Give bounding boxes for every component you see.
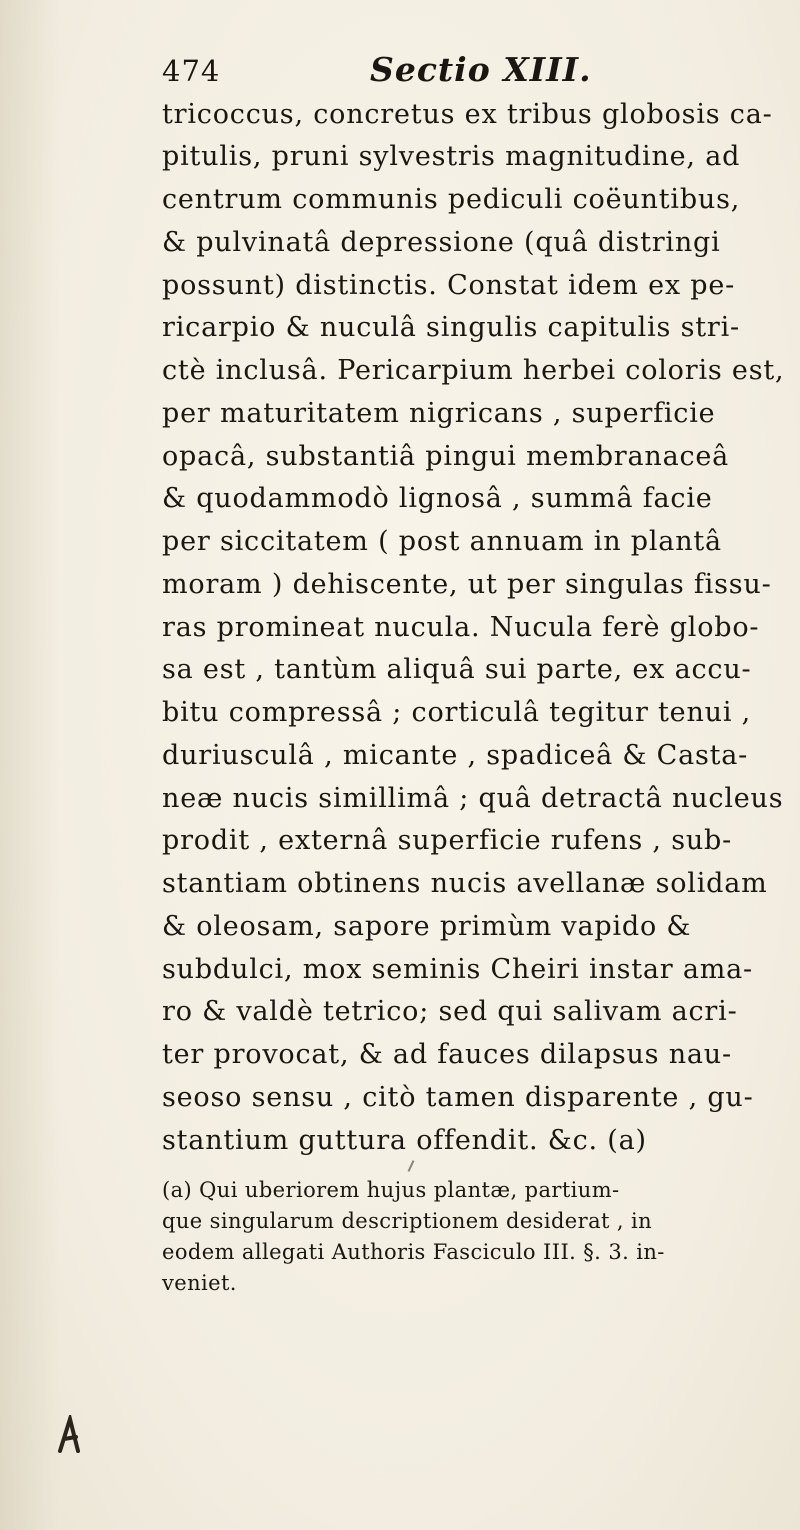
text-line: tricoccus, concretus ex tribus globosis ca- <box>162 99 773 130</box>
text-line: per siccitatem ( post annuam in plantâ <box>162 526 722 557</box>
text-line: ricarpio & nuculâ singulis capitulis stri- <box>162 312 740 343</box>
text-line: & pulvinatâ depressione (quâ distringi <box>162 227 721 258</box>
text-line: stantiam obtinens nucis avellanæ solidam <box>162 868 768 899</box>
footnote-line: eodem allegati Authoris Fasciculo III. §. 3. in- <box>162 1240 665 1264</box>
text-line: centrum communis pediculi coëuntibus, <box>162 184 741 215</box>
page-number: 474 <box>162 54 221 88</box>
text-line: prodit , externâ superficie rufens , sub- <box>162 825 733 856</box>
text-line: bitu compressâ ; corticulâ tegitur tenui , <box>162 697 752 728</box>
text-line: & oleosam, sapore primùm vapido & <box>162 911 692 942</box>
text-line: per maturitatem nigricans , superficie <box>162 398 716 429</box>
footnote-line: que singularum descriptionem desiderat , in <box>162 1209 653 1233</box>
ink-mark-icon <box>52 1415 86 1455</box>
text-line: seoso sensu , citò tamen disparente , gu- <box>162 1082 754 1113</box>
text-line: stantium guttura offendit. &c. (a) <box>162 1125 647 1156</box>
text-line: ro & valdè tetrico; sed qui salivam acri- <box>162 996 738 1027</box>
text-line: possunt) distinctis. Constat idem ex pe- <box>162 270 736 301</box>
text-line: moram ) dehiscente, ut per singulas fissu- <box>162 569 772 600</box>
text-line: ctè inclusâ. Pericarpium herbei coloris est, <box>162 355 785 386</box>
footnote-line: veniet. <box>162 1271 237 1295</box>
text-line: subdulci, mox seminis Cheiri instar ama- <box>162 954 753 985</box>
text-line: ras promineat nucula. Nucula ferè globo- <box>162 612 760 643</box>
text-line: sa est , tantùm aliquâ sui parte, ex accu- <box>162 654 752 685</box>
gutter-shadow <box>0 0 60 1530</box>
text-line: ter provocat, & ad fauces dilapsus nau- <box>162 1039 732 1070</box>
text-line: neæ nucis simillimâ ; quâ detractâ nucleus <box>162 783 784 814</box>
running-head: Sectio XIII. <box>370 50 592 89</box>
page-header <box>158 46 758 96</box>
text-line: pitulis, pruni sylvestris magnitudine, ad <box>162 141 741 172</box>
text-line: duriusculâ , micante , spadiceâ & Casta- <box>162 740 749 771</box>
text-line: & quodammodò lignosâ , summâ facie <box>162 483 713 514</box>
footnote-mark <box>408 1160 415 1172</box>
footnote-line: (a) Qui uberiorem hujus plantæ, partium- <box>162 1178 620 1202</box>
text-line: opacâ, substantiâ pingui membranaceâ <box>162 441 730 472</box>
